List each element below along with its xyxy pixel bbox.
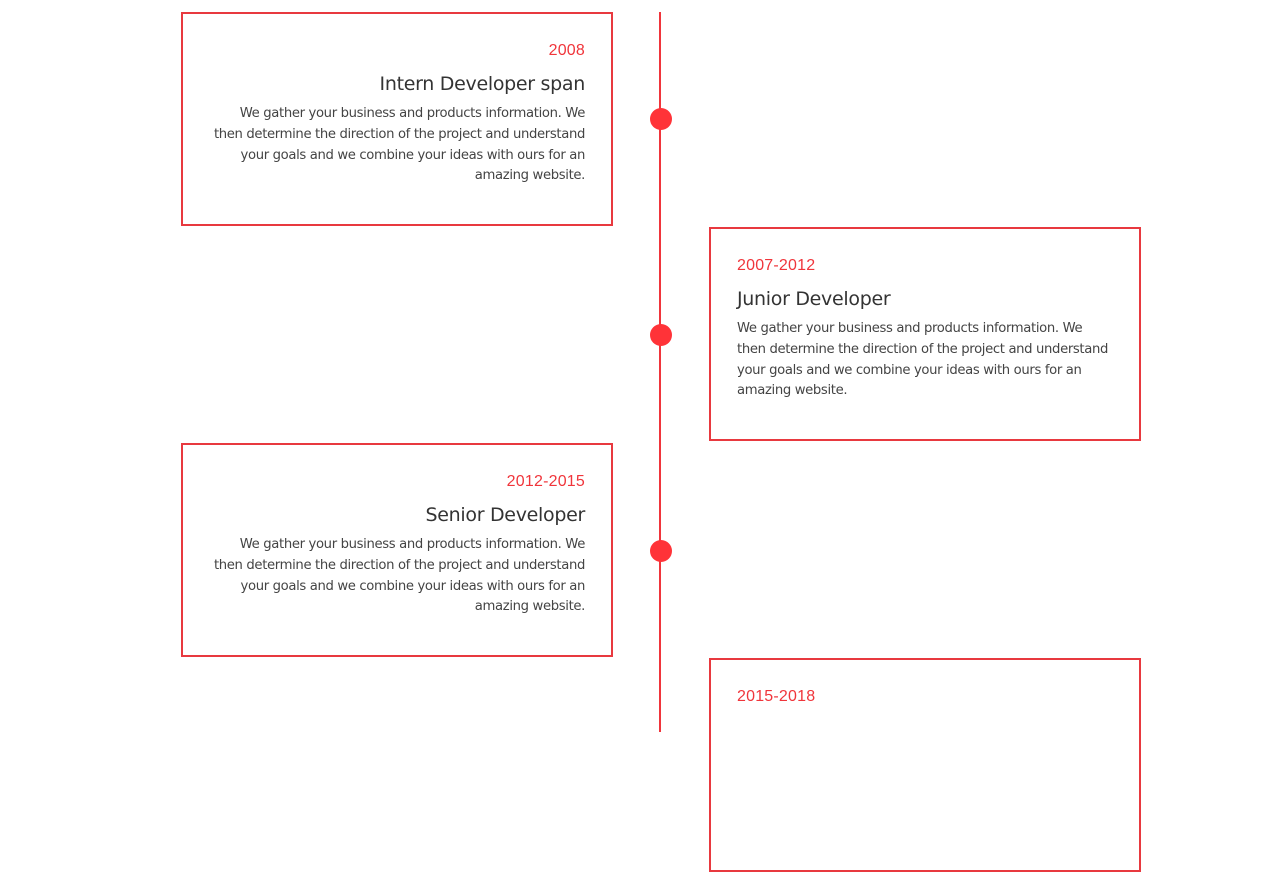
timeline-card-2015-2018	[709, 658, 1141, 872]
timeline-title: Senior Developer	[425, 504, 585, 526]
timeline-year: 2012-2015	[506, 473, 585, 490]
timeline-dot-icon	[650, 108, 672, 130]
timeline-card-2007-2012	[709, 227, 1141, 441]
timeline-card-2008	[181, 12, 613, 226]
timeline-dot-icon	[650, 324, 672, 346]
timeline-title: Intern Developer span	[379, 73, 585, 95]
timeline-dot-icon	[650, 540, 672, 562]
timeline-description: We gather your business and products information. We then determine the direction of the project and understand your goals and we combine your ideas with ours for an amazing website.	[213, 537, 585, 615]
timeline-description: We gather your business and products information. We then determine the direction of the project and understand your goals and we combine your ideas with ours for an amazing website.	[213, 106, 585, 184]
timeline-title: Junior Developer	[737, 288, 891, 310]
timeline-year: 2007-2012	[737, 257, 816, 274]
timeline-description: We gather your business and products information. We then determine the direction of the project and understand your goals and we combine your ideas with ours for an amazing website.	[737, 321, 1109, 399]
timeline-card-2012-2015	[181, 443, 613, 657]
timeline-year: 2015-2018	[737, 688, 816, 705]
timeline-year: 2008	[548, 42, 585, 59]
